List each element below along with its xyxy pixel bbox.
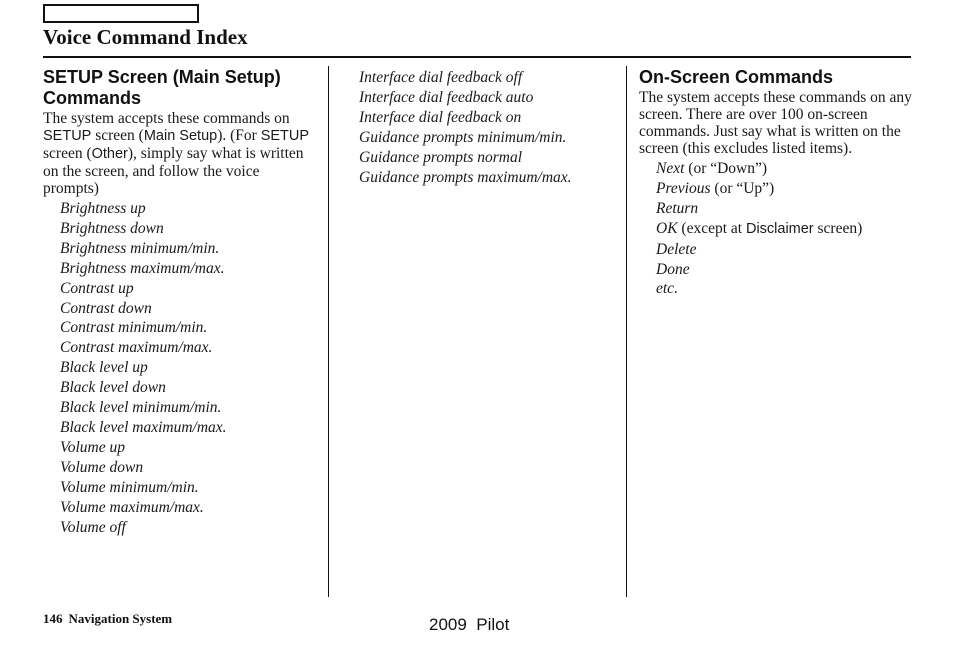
body-text-run: (except at xyxy=(677,219,746,237)
onscreen-command-list xyxy=(639,159,919,299)
command-text: Done xyxy=(656,260,690,278)
voice-command-item: Volume down xyxy=(60,458,144,476)
onscreen-commands-section xyxy=(639,67,919,299)
voice-command-item xyxy=(639,219,919,240)
command-text: OK xyxy=(656,219,678,237)
voice-command-item: Brightness up xyxy=(60,200,146,217)
voice-command-item: Interface dial feedback off xyxy=(359,69,523,86)
voice-command-item: Interface dial feedback auto xyxy=(359,88,534,106)
onscreen-section-heading: On-Screen Commands xyxy=(639,67,834,87)
setup-commands-continued xyxy=(359,67,619,187)
title-rule xyxy=(43,56,911,58)
voice-command-item: Contrast minimum/min. xyxy=(60,319,208,337)
voice-command-item: Guidance prompts maximum/max. xyxy=(359,168,572,186)
voice-command-item xyxy=(639,159,919,179)
voice-command-item: Guidance prompts minimum/min. xyxy=(359,128,567,146)
voice-command-item xyxy=(639,279,919,299)
voice-command-item: Volume up xyxy=(60,438,126,456)
onscreen-section-intro: The system accepts these commands on any screen. There are over 100 on-screen commands. Just say what is written on the screen (this excludes listed items). xyxy=(639,89,912,157)
column-divider-2 xyxy=(626,66,627,597)
page-title: Voice Command Index xyxy=(43,25,248,49)
voice-command-item: Volume off xyxy=(60,518,126,536)
voice-command-item: Volume minimum/min. xyxy=(60,478,199,496)
voice-command-item: Black level maximum/max. xyxy=(60,418,227,436)
voice-command-item xyxy=(639,179,919,199)
screen-name-text: SETUP xyxy=(43,128,92,144)
setup-continued-command-list xyxy=(359,68,619,187)
setup-command-list xyxy=(43,199,318,537)
body-text-run: The system accepts these commands on xyxy=(43,110,290,127)
column-divider-1 xyxy=(328,66,329,597)
command-note xyxy=(678,220,863,237)
voice-command-item: Black level up xyxy=(60,359,148,377)
voice-command-item xyxy=(639,199,919,219)
command-text: Next xyxy=(656,160,685,177)
body-text-run: screen ( xyxy=(91,127,144,144)
command-text: etc. xyxy=(656,280,678,298)
voice-command-item: Volume maximum/max. xyxy=(60,498,204,516)
body-text-run: (or “Up”) xyxy=(710,179,775,197)
command-text: Return xyxy=(656,199,699,217)
footer-section-name: Navigation System xyxy=(68,611,173,626)
command-text: Delete xyxy=(656,240,697,258)
voice-command-item: Contrast maximum/max. xyxy=(60,339,213,357)
body-text-run: screen) xyxy=(813,219,863,237)
setup-section-heading: SETUP Screen (Main Setup) Commands xyxy=(43,67,281,108)
voice-command-item: Black level minimum/min. xyxy=(60,399,222,417)
body-text-run: ). (For xyxy=(217,127,261,144)
voice-command-item xyxy=(639,240,919,260)
body-text-run: ), simply say what is written on the screen, and follow the voice prompts) xyxy=(43,145,304,197)
voice-command-item: Interface dial feedback on xyxy=(359,108,522,126)
page-number: 146 xyxy=(43,611,63,626)
header-tab-box xyxy=(43,4,199,23)
footer-page-label xyxy=(43,611,172,627)
voice-command-item: Contrast up xyxy=(60,279,134,297)
command-note xyxy=(711,180,775,197)
voice-command-item: Brightness minimum/min. xyxy=(60,239,220,257)
command-note xyxy=(684,160,767,177)
voice-command-item: Brightness maximum/max. xyxy=(60,259,225,277)
voice-command-item: Brightness down xyxy=(60,219,164,237)
screen-name-text: Disclaimer xyxy=(745,220,814,237)
voice-command-item xyxy=(639,260,919,280)
body-text-run: screen ( xyxy=(43,145,92,162)
setup-commands-section xyxy=(43,67,318,537)
screen-name-text: Main Setup xyxy=(143,128,218,144)
footer-model-label: 2009 Pilot xyxy=(429,615,510,634)
voice-command-item: Guidance prompts normal xyxy=(359,148,523,166)
command-text: Previous xyxy=(656,179,711,197)
screen-name-text: SETUP xyxy=(260,128,310,144)
screen-name-text: Other xyxy=(91,146,128,162)
setup-section-intro xyxy=(43,110,318,197)
body-text-run: (or “Down”) xyxy=(684,160,768,177)
voice-command-item: Contrast down xyxy=(60,299,152,317)
voice-command-item: Black level down xyxy=(60,379,166,397)
